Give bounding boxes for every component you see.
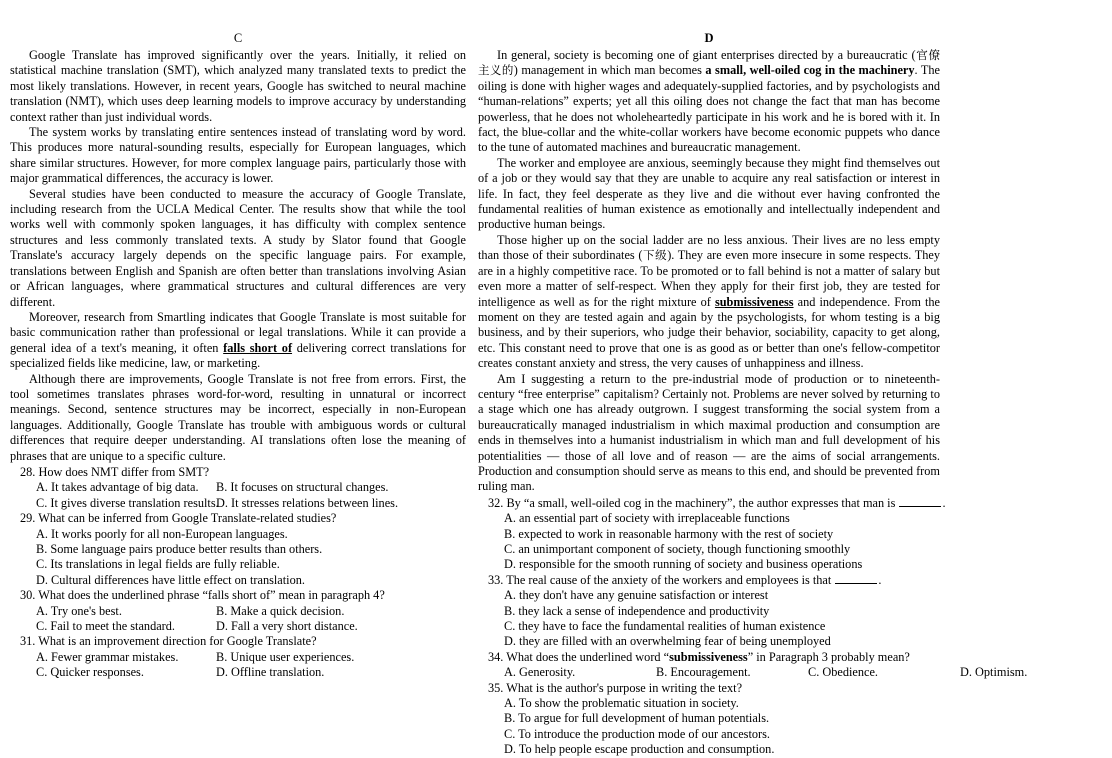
question-option[interactable]: D. Optimism.	[960, 665, 1028, 680]
question-option[interactable]: D. To help people escape production and consumption.	[504, 742, 775, 757]
question-stem: 31. What is an improvement direction for Google Translate?	[20, 634, 317, 649]
question-option[interactable]: A. Generosity.	[504, 665, 576, 680]
question-option[interactable]: A. It takes advantage of big data.	[36, 480, 199, 495]
question-option[interactable]: B. Unique user experiences.	[216, 649, 355, 664]
question-option[interactable]: C. they have to face the fundamental realities of human existence	[504, 619, 826, 634]
questions-list-right	[478, 495, 1028, 758]
question-block-28	[10, 465, 466, 511]
question-stem: 29. What can be inferred from Google Translate-related studies?	[20, 511, 337, 526]
question-option[interactable]: C. To introduce the production mode of our ancestors.	[504, 726, 770, 741]
question-block-29	[10, 511, 466, 588]
emphasis-bold: submissiveness	[669, 649, 748, 664]
chinese-gloss: 官僚主义的	[478, 48, 941, 78]
question-option[interactable]: C. Its translations in legal fields are fully reliable.	[36, 557, 280, 572]
question-option[interactable]: A. they don't have any genuine satisfaction or interest	[504, 588, 769, 603]
passage-c-paragraph-1: Google Translate has improved significantly over the years. Initially, it relied on statistical machine translation (SMT), which analyzed many translated texts to predict the most likely translations. However, in recent years, Google has switched to neural machine translation (NMT), which uses deep learning models to improve accuracy by understanding context rather than just individual words.	[10, 48, 466, 124]
question-option[interactable]: D. Fall a very short distance.	[216, 619, 358, 634]
question-option[interactable]: C. an unimportant component of society, though functioning smoothly	[504, 542, 851, 556]
question-option[interactable]: A. It works poorly for all non-European languages.	[36, 526, 288, 541]
question-option[interactable]: D. Cultural differences have little effect on translation.	[36, 572, 305, 587]
question-stem: 32. By “a small, well-oiled cog in the machinery”, the author expresses that man is .	[488, 495, 946, 510]
question-stem: 35. What is the author's purpose in writing the text?	[488, 680, 743, 695]
question-option[interactable]: B. To argue for full development of human potentials.	[504, 711, 770, 726]
questions-list-left	[10, 465, 466, 681]
question-option[interactable]: A. an essential part of society with irreplaceable functions	[504, 511, 790, 526]
question-option[interactable]: B. they lack a sense of independence and productivity	[504, 603, 770, 618]
question-block-30	[10, 588, 466, 634]
question-option[interactable]: D. Offline translation.	[216, 665, 325, 680]
emphasis-underlined: submissiveness	[714, 294, 794, 309]
question-block-33	[478, 573, 940, 650]
passage-c-body	[10, 48, 466, 464]
question-option-row	[10, 665, 466, 680]
question-option[interactable]: D. It stresses relations between lines.	[216, 495, 399, 510]
question-stem: 33. The real cause of the anxiety of the workers and employees is that .	[488, 572, 882, 587]
question-option-row	[478, 665, 1028, 680]
question-stem: 30. What does the underlined phrase “falls short of” mean in paragraph 4?	[20, 588, 385, 603]
question-option[interactable]: D. responsible for the smooth running of society and business operations	[504, 557, 863, 572]
question-option-row	[10, 496, 466, 511]
question-option[interactable]: B. Make a quick decision.	[216, 603, 345, 618]
passage-c-paragraph-5: Although there are improvements, Google Translate is not free from errors. First, the tool sometimes translates phrases word-for-word, resulting in unnatural or incorrect meanings. Second, sentence structures may be incorrect, especially in non-European languages. Additionally, Google Translate has trouble with ambiguous words or cultural differences that require deeper understanding. AI translations often lose the meaning of phrases that are unique to a specific culture.	[10, 371, 466, 463]
chinese-gloss: 下级	[642, 248, 668, 263]
question-option[interactable]: B. expected to work in reasonable harmony with the rest of society	[504, 526, 834, 541]
passage-c-paragraph-2: The system works by translating entire sentences instead of translating word by word. This produces more natural-sounding results, especially for European languages, which share similar structures. However, for more complex language pairs, particularly those with major grammatical differences, the accuracy is lower.	[10, 125, 466, 186]
question-block-31	[10, 634, 466, 680]
question-block-32	[478, 495, 946, 573]
question-block-34	[478, 649, 1028, 681]
question-option[interactable]: A. Try one's best.	[36, 603, 122, 618]
passage-c-paragraph-4: Moreover, research from Smartling indicates that Google Translate is most suitable for basic communication rather than professional or legal translations. While it can provide a general idea of a text's meaning, it often falls short of delivering correct translations for specialized fields like medicine, law, or marketing.	[10, 309, 466, 371]
question-option[interactable]: D. they are filled with an overwhelming fear of being unemployed	[504, 634, 831, 649]
passage-d-body	[478, 48, 940, 495]
question-block-35	[478, 681, 940, 758]
question-option[interactable]: B. Some language pairs produce better results than others.	[36, 542, 323, 556]
question-option[interactable]: B. Encouragement.	[656, 665, 751, 680]
question-option-row	[10, 604, 466, 619]
question-option[interactable]: C. Obedience.	[808, 665, 878, 680]
passage-column-d	[470, 30, 1028, 758]
answer-blank[interactable]	[899, 496, 941, 507]
passage-label-d: D	[704, 31, 714, 45]
passage-d-paragraph-2: The worker and employee are anxious, seemingly because they might find themselves out of a job or they would say that they are unable to acquire any real satisfaction or interest in life. In fact, they feel desperate as they live and die without ever having confronted the fundamental realities of human existence as emotionally and intellectually independent and productive human beings.	[478, 155, 940, 232]
question-option[interactable]: B. It focuses on structural changes.	[216, 480, 389, 495]
emphasis-underlined: falls short of	[223, 340, 293, 355]
question-option-row	[10, 480, 466, 495]
question-option[interactable]: C. Fail to meet the standard.	[36, 619, 175, 634]
passage-c-paragraph-3: Several studies have been conducted to measure the accuracy of Google Translate, including research from the UCLA Medical Center. The results show that while the tool works well with commonly spoken languages, it has difficulty with complex sentence structures and less commonly translated texts. A study by Slator found that Google Translate's accuracy largely depends on the specific language pairs. For example, translations between English and Spanish are often better than translations involving Asian or African languages, where grammatical structures and cultural differences are very different.	[10, 186, 466, 309]
question-stem: 28. How does NMT differ from SMT?	[20, 464, 210, 479]
question-option[interactable]: A. To show the problematic situation in society.	[504, 696, 739, 711]
question-option[interactable]: A. Fewer grammar mistakes.	[36, 649, 179, 664]
emphasis-bold: a small, well-oiled cog in the machinery	[705, 63, 915, 78]
passage-d-paragraph-4: Am I suggesting a return to the pre-industrial mode of production or to nineteenth-century “free enterprise” capitalism? Certainly not. Problems are never solved by returning to a stage which one has already outgrown. I suggest transforming the social system from a bureaucratically managed industrialism in which maximal production and consumption are ends in themselves into a humanist industrialism in which man and full development of his potentialities — those of all love and of reason — are the aims of social arrangements. Production and consumption should serve as means to this end, and should be prevented from ruling man.	[478, 371, 940, 494]
passage-d-paragraph-1: In general, society is becoming one of giant enterprises directed by a bureaucratic (官僚主义的) management in which man becomes a small, well-oiled cog in the machinery. The oiling is done with higher wages and adequately-supplied factories, and by psychologists and “human-relations” experts; yet all this oiling does not change the fact that man has become powerless, that he does not wholeheartedly participate in his work and he is bored with it. In fact, the blue-collar and the white-collar workers have become economic puppets who dance to the tune of automated machines and bureaucratic management.	[478, 48, 941, 155]
question-option[interactable]: C. Quicker responses.	[36, 665, 144, 680]
question-stem: 34. What does the underlined word “submissiveness” in Paragraph 3 probably mean?	[488, 649, 910, 664]
passage-label-c: C	[233, 31, 243, 45]
answer-blank[interactable]	[835, 573, 877, 584]
passage-column-c	[0, 30, 470, 758]
question-option-row	[10, 650, 466, 665]
question-option-row	[10, 619, 466, 634]
question-option[interactable]: C. It gives diverse translation results.	[36, 495, 219, 510]
passage-d-paragraph-3: Those higher up on the social ladder are no less anxious. Their lives are no less empty than those of their subordinates (下级). They are even more insecure in some respects. They are in a highly competitive race. To be promoted or to fall behind is not a matter of salary but even more a matter of self-respect. When they apply for their first job, they are tested for intelligence as well as for the right mixture of submissiveness and independence. From the moment on they are tested again and again by the psychologists, for whom testing is a big business, and by their superiors, who judge their behavior, sociability, capacity to get along, etc. This constant need to prove that one is as good as or better than one's fellow-competitor creates constant anxiety and stress, the very causes of unhappiness and illness.	[478, 232, 940, 371]
